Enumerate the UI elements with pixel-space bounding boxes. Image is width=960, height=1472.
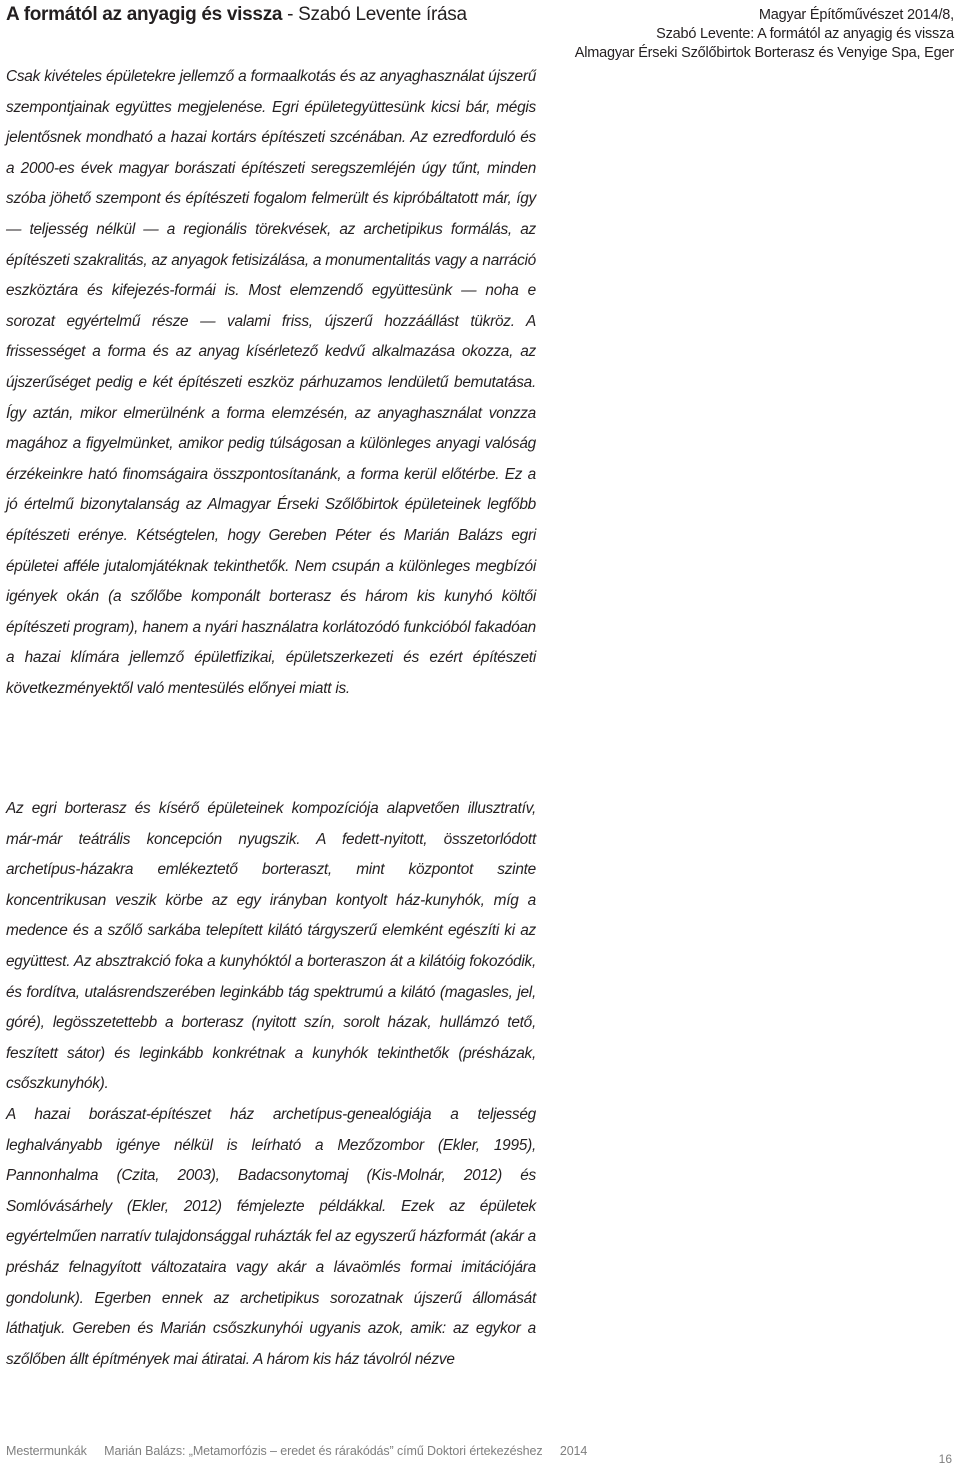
paragraph-1-continued-a: Az ezredforduló és a 2000-es évek magyar borászati építészeti seregszemléjén úgy tűnt, minden szóba jöhető szempont és építészeti fogalom felmerült és kipróbáltatott már, így — teljesség nélkül — a regionális törekvések, az archetipikus formálás, az építészeti szakralitás, az anyagok fetisizálása, a monumentalitás vagy a narráció eszköztára és kifejezés-formái is.: [6, 129, 536, 300]
title-main: A formától az anyagig és vissza: [6, 4, 283, 25]
paragraph-1: [6, 62, 536, 704]
body-text-block-2: [6, 794, 536, 1375]
title-separator: -: [282, 4, 299, 25]
page-footer: [6, 1444, 601, 1458]
running-header-line-1: Magyar Építőművészet 2014/8,: [758, 7, 954, 23]
page-number: 16: [938, 1452, 952, 1466]
footer-thesis-title: Marián Balázs: „Metamorfózis – eredet és rárakódás” című Doktori értekezéshez: [104, 1444, 543, 1458]
page-title: [6, 4, 467, 26]
paragraph-1-continued-b: Most elemzendő együttesünk — noha e sorozat egyértelmű része — valami friss, újszerű hozzáállást tükröz. A frissességet a forma és az anyag kísérletező kedvű alkalmazása okozza, az újszerűséget pedig e két építészeti eszköz párhuzamos lendületű bemutatása. Így aztán, mikor elmerülnénk a forma elemzésén, az anyaghasználat vonzza magához a figyelmünket, amikor pedig túlságosan a különleges anyagi valóság érzékeinkre ható finomságaira összpontosítanánk, a forma kerül előtérbe. Ez a jó értelmű bizonytalanság az Almagyar Érseki Szőlőbirtok épületeinek legfőbb építészeti erénye. Kétségtelen, hogy Gereben Péter és Marián Balázs egri épületei afféle jutalomjátéknak tekinthetők. Nem csupán a különleges megbízói igények okán (a szőlőbe komponált borterasz és három kis kunyhó költői építészeti program), hanem a nyári használatra korlátozódó funkcióból fakadóan a hazai klímára jellemző épületfizikai, épületszerkezeti és ezért építészeti következményektől való mentesülés előnyei miatt is.: [6, 282, 536, 697]
title-author: Szabó Levente írása: [298, 4, 467, 25]
paragraph-2: Az egri borterasz és kísérő épületeinek kompozíciója alapvetően illusztratív, már-már teátrális koncepción nyugszik. A fedett-nyitott, összetorlódott archetípus-házakra emlékeztető borteraszt, mint központot szinte koncentrikusan veszik körbe az egy irányban kontyolt ház-kunyhók, míg a medence és a szőlő sarkába telepített kilátó tárgyszerű elemként egészíti ki az együttest. Az absztrakció foka a kunyhóktól a borteraszon át a kilátóig fokozódik, és fordítva, utalásrendszerében leginkább tág spektrumú a kilátó (magasles, jel, góré), legösszetettebb a borterasz (nyitott szín, sorolt házak, hullámzó tető, feszített sátor) és leginkább konkrétnak a kunyhók tekinthetők (présházak, csőszkunyhók).: [6, 800, 536, 1093]
paragraph-3: A hazai borászat-építészet ház archetípus-genealógiája a teljesség leghalványabb igénye nélkül is leírható a Mezőzombor (Ekler, 1995), Pannonhalma (Czita, 2003), Badacsonytomaj (Kis-Molnár, 2012) és Somlóvásárhely (Ekler, 2012) fémjelezte példákkal. Ezek az épületek egyértelműen narratív tulajdonsággal ruházták fel az egyszerű házformát (akár a présház felnagyított változataira vagy akár a lávaömlés formai imitációjára gondolunk). Egerben ennek az archetipikus sorozatnak újszerű állomását láthatjuk. Gereben és Marián csőszkunyhói ugyanis azok, amik: az egykor a szőlőben állt építmények mai átiratai. A három kis ház távolról nézve: [6, 1105, 536, 1368]
running-header-line-3: Almagyar Érseki Szőlőbirtok Borterasz és Venyige Spa, Eger: [574, 45, 954, 61]
footer-year: 2014: [559, 1444, 588, 1458]
paragraph-1-lead: Csak kivételes épületekre jellemző a formaalkotás és az anyaghasználat újszerű szempontjainak együttes megjelenése. Egri épületegyüttesünk kicsi bár, mégis jelentősnek mondható a hazai kortárs építészeti szcénában.: [6, 68, 536, 147]
running-header-line-2: Szabó Levente: A formától az anyagig és vissza: [656, 26, 954, 42]
body-text-block-1: [6, 62, 536, 704]
running-header: [575, 6, 954, 63]
footer-section: Mestermunkák: [6, 1444, 87, 1458]
